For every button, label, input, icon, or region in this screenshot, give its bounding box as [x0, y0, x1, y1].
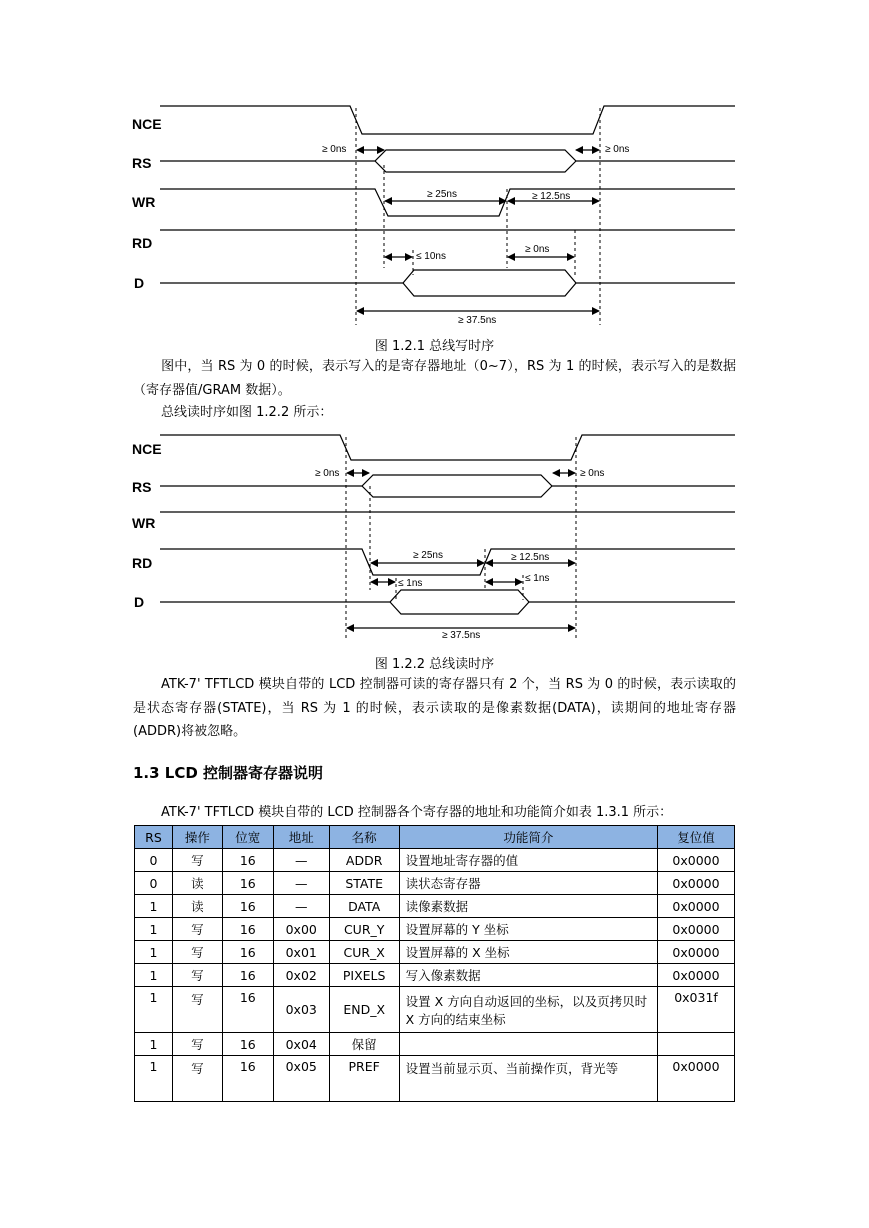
cell-reset: 0x0000 [658, 941, 735, 964]
cell-address: 0x02 [273, 964, 329, 987]
cell-width: 16 [222, 872, 273, 895]
register-table [134, 825, 735, 1102]
cell-name: END_X [329, 987, 399, 1033]
d-waveform [160, 590, 735, 602]
cell-reset: 0x0000 [658, 895, 735, 918]
cell-name: PREF [329, 1056, 399, 1102]
cell-name: 保留 [329, 1033, 399, 1056]
signal-label-rs: RS [132, 155, 152, 171]
cell-rs: 1 [135, 1056, 173, 1102]
signal-label-rd: RD [132, 555, 153, 571]
rs-waveform-low [375, 161, 576, 172]
write-timing-diagram [0, 95, 869, 330]
cell-rs: 1 [135, 918, 173, 941]
timing-label: ≥ 37.5ns [442, 630, 481, 641]
column-header: 名称 [329, 826, 399, 849]
cell-rs: 1 [135, 895, 173, 918]
cell-reset: 0x0000 [658, 918, 735, 941]
signal-label-d: D [134, 275, 145, 291]
cell-width: 16 [222, 987, 273, 1033]
signal-label-rd: RD [132, 235, 153, 251]
column-header: 复位值 [658, 826, 735, 849]
cell-address: — [273, 872, 329, 895]
signal-label-nce: NCE [132, 441, 162, 457]
cell-op: 写 [172, 918, 222, 941]
paragraph: 图中，当 RS 为 0 的时候，表示写入的是寄存器地址（0~7），RS 为 1 的时候，表示写入的是数据（寄存器值/GRAM 数据）。 [133, 359, 736, 398]
signal-label-wr: WR [132, 515, 156, 531]
table-row [135, 872, 735, 895]
cell-description: 读像素数据 [399, 895, 657, 918]
cell-address: 0x04 [273, 1033, 329, 1056]
d-waveform [160, 270, 735, 283]
table-row [135, 1056, 735, 1102]
cell-width: 16 [222, 895, 273, 918]
cell-rs: 1 [135, 987, 173, 1033]
column-header: 操作 [172, 826, 222, 849]
cell-width: 16 [222, 1056, 273, 1102]
timing-label: ≤ 10ns [416, 251, 446, 262]
cell-reset [658, 1033, 735, 1056]
cell-address: — [273, 849, 329, 872]
timing-label: ≥ 12.5ns [532, 191, 571, 202]
cell-name: CUR_Y [329, 918, 399, 941]
timing-label: ≥ 0ns [605, 144, 630, 155]
table-row [135, 849, 735, 872]
cell-op: 写 [172, 964, 222, 987]
table-row [135, 941, 735, 964]
cell-reset: 0x0000 [658, 872, 735, 895]
timing-label: ≥ 0ns [322, 144, 347, 155]
timing-label: ≤ 1ns [525, 573, 550, 584]
column-header: 位宽 [222, 826, 273, 849]
cell-reset: 0x0000 [658, 849, 735, 872]
signal-label-rs: RS [132, 479, 152, 495]
timing-label: ≥ 25ns [427, 189, 457, 200]
cell-rs: 0 [135, 849, 173, 872]
cell-name: DATA [329, 895, 399, 918]
timing-label: ≥ 25ns [413, 550, 443, 561]
cell-name: PIXELS [329, 964, 399, 987]
cell-address: 0x01 [273, 941, 329, 964]
cell-op: 写 [172, 1056, 222, 1102]
read-timing-diagram [0, 425, 869, 645]
timing-label: ≥ 0ns [315, 468, 340, 479]
nce-waveform [160, 106, 735, 134]
table-row [135, 987, 735, 1033]
rs-waveform [160, 150, 735, 161]
cell-address: 0x05 [273, 1056, 329, 1102]
cell-rs: 1 [135, 964, 173, 987]
cell-width: 16 [222, 941, 273, 964]
cell-op: 写 [172, 849, 222, 872]
table-intro: ATK-7' TFTLCD 模块自带的 LCD 控制器各个寄存器的地址和功能简介如表 1.3.1 所示： [161, 805, 673, 820]
signal-label-d: D [134, 594, 145, 610]
timing-label: ≥ 37.5ns [458, 315, 497, 326]
cell-description [399, 1033, 657, 1056]
timing-label: ≥ 0ns [580, 468, 605, 479]
cell-description: 设置当前显示页、当前操作页，背光等 [399, 1056, 657, 1102]
cell-width: 16 [222, 918, 273, 941]
cell-address: 0x03 [273, 987, 329, 1033]
cell-reset: 0x031f [658, 987, 735, 1033]
cell-rs: 1 [135, 1033, 173, 1056]
cell-description: 设置屏幕的 Y 坐标 [399, 918, 657, 941]
cell-name: STATE [329, 872, 399, 895]
cell-address: 0x00 [273, 918, 329, 941]
cell-name: ADDR [329, 849, 399, 872]
signal-label-wr: WR [132, 194, 156, 210]
rd-waveform [160, 549, 735, 575]
cell-reset: 0x0000 [658, 964, 735, 987]
signal-label-nce: NCE [132, 116, 162, 132]
cell-op: 写 [172, 987, 222, 1033]
figure-caption: 图 1.2.1 总线写时序 [374, 339, 495, 354]
cell-description: 写入像素数据 [399, 964, 657, 987]
cell-address: — [273, 895, 329, 918]
table-row [135, 918, 735, 941]
cell-rs: 1 [135, 941, 173, 964]
paragraph: 总线读时序如图 1.2.2 所示： [161, 405, 333, 420]
table-row [135, 964, 735, 987]
cell-op: 读 [172, 872, 222, 895]
d-waveform-low [403, 283, 576, 296]
cell-description: 设置屏幕的 X 坐标 [399, 941, 657, 964]
nce-waveform [160, 435, 735, 460]
cell-name: CUR_X [329, 941, 399, 964]
table-row [135, 895, 735, 918]
cell-op: 读 [172, 895, 222, 918]
rs-waveform [160, 475, 735, 486]
paragraph: ATK-7' TFTLCD 模块自带的 LCD 控制器可读的寄存器只有 2 个，当 RS 为 0 的时候，表示读取的是状态寄存器(STATE)，当 RS 为 1 的时候，表示读取的是像素数据(DATA)，读期间的地址寄存器(ADDR)将被忽略。 [133, 677, 736, 739]
cell-op: 写 [172, 941, 222, 964]
rs-waveform-low [362, 486, 552, 497]
cell-width: 16 [222, 849, 273, 872]
table-header-row [135, 826, 735, 849]
timing-label: ≤ 1ns [398, 578, 423, 589]
column-header: RS [135, 826, 173, 849]
cell-width: 16 [222, 964, 273, 987]
section-heading: 1.3 LCD 控制器寄存器说明 [133, 764, 324, 782]
column-header: 地址 [273, 826, 329, 849]
d-waveform-low [390, 602, 529, 614]
cell-description: 读状态寄存器 [399, 872, 657, 895]
cell-op: 写 [172, 1033, 222, 1056]
column-header: 功能简介 [399, 826, 657, 849]
cell-description: 设置地址寄存器的值 [399, 849, 657, 872]
table-row [135, 1033, 735, 1056]
timing-label: ≥ 12.5ns [511, 552, 550, 563]
figure-caption: 图 1.2.2 总线读时序 [374, 657, 495, 672]
cell-width: 16 [222, 1033, 273, 1056]
timing-label: ≥ 0ns [525, 244, 550, 255]
cell-description: 设置 X 方向自动返回的坐标，以及页拷贝时 X 方向的结束坐标 [399, 987, 657, 1033]
cell-rs: 0 [135, 872, 173, 895]
cell-reset: 0x0000 [658, 1056, 735, 1102]
